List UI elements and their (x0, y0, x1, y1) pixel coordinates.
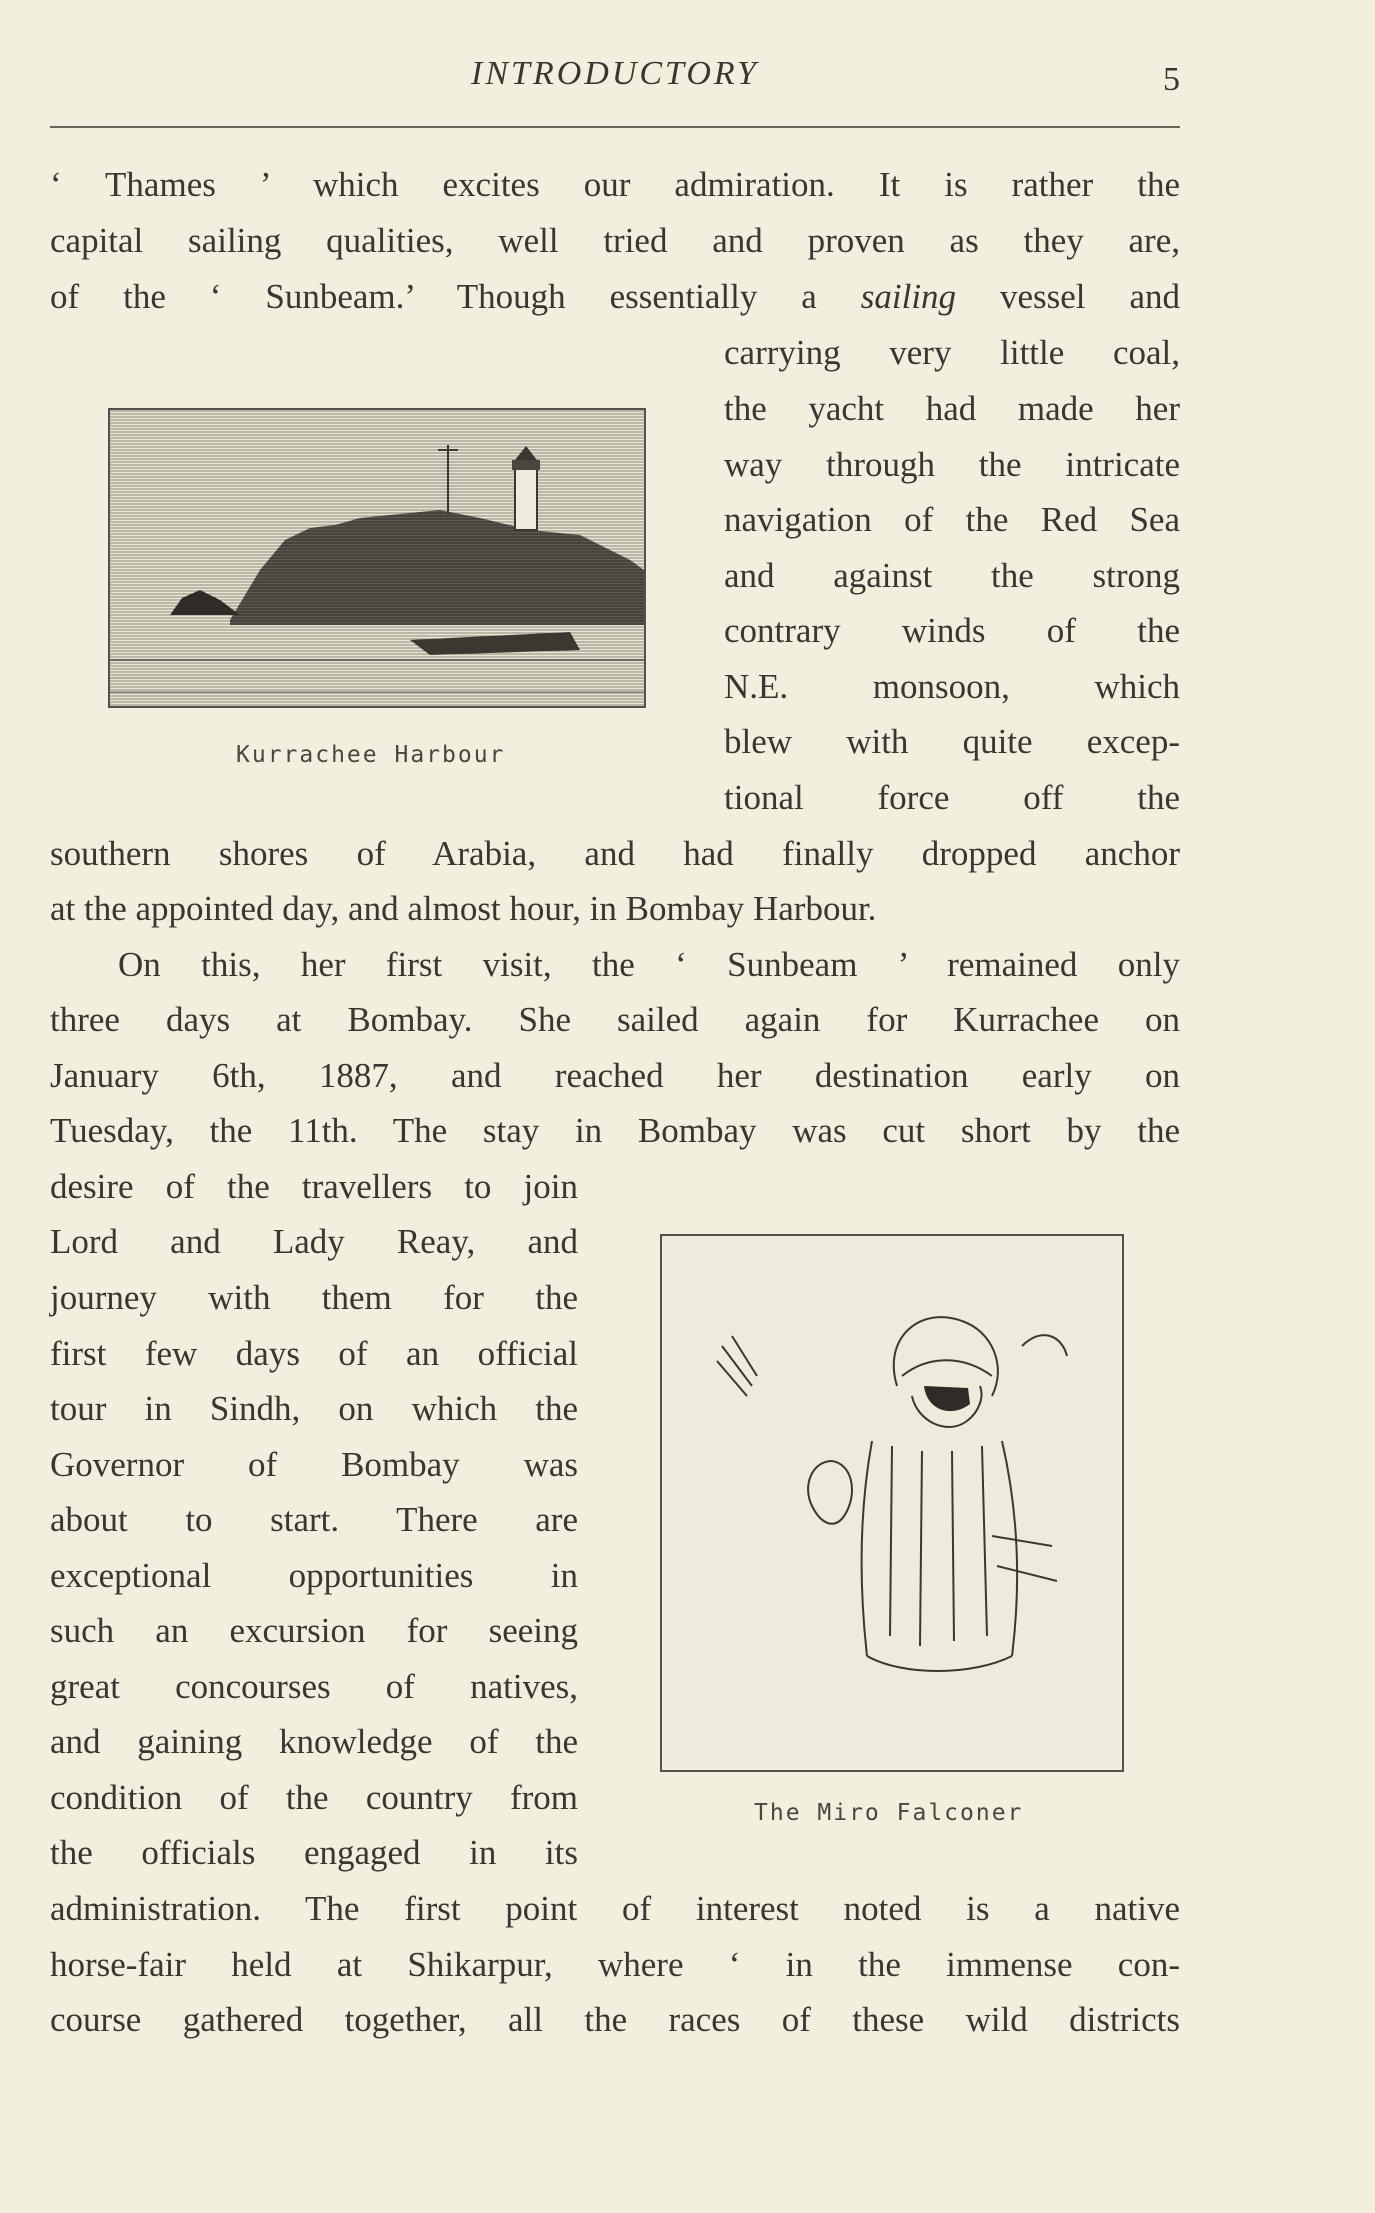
falconer-sketch (662, 1236, 1122, 1770)
text-line: January 6th, 1887, and reached her destination early on (50, 1056, 1180, 1095)
text-line: blew with quite excep- (724, 722, 1180, 761)
text-segment: of the ‘ Sunbeam.’ Though essentially a (50, 277, 817, 316)
miro-falconer-illustration (660, 1234, 1124, 1772)
text-segment: vessel and (1000, 277, 1181, 316)
text-line: tional force off the (724, 778, 1180, 817)
page-number: 5 (1163, 61, 1180, 98)
text-line: Tuesday, the 11th. The stay in Bombay was cut short by the (50, 1111, 1180, 1150)
harbour-engraving (110, 410, 644, 706)
text-line: journey with them for the (50, 1278, 578, 1317)
text-line: the yacht had made her (724, 389, 1180, 428)
text-line: carrying very little coal, (724, 333, 1180, 372)
text-line: desire of the travellers to join (50, 1167, 578, 1206)
text-line: N.E. monsoon, which (724, 667, 1180, 706)
figure-caption-falconer: The Miro Falconer (754, 1800, 1024, 1826)
text-line: at the appointed day, and almost hour, in Bombay Harbour. (50, 889, 877, 928)
text-line: Lord and Lady Reay, and (50, 1222, 578, 1261)
text-line: course gathered together, all the races of these wild districts (50, 2000, 1180, 2039)
text-line: Governor of Bombay was (50, 1445, 578, 1484)
running-head (50, 55, 1180, 125)
text-line: and against the strong (724, 556, 1180, 595)
text-line: and gaining knowledge of the (50, 1722, 578, 1761)
text-line: southern shores of Arabia, and had finally dropped anchor (50, 834, 1180, 873)
text-line: condition of the country from (50, 1778, 578, 1817)
text-line: tour in Sindh, on which the (50, 1389, 578, 1428)
kurrachee-harbour-illustration (108, 408, 646, 708)
text-line: capital sailing qualities, well tried and proven as they are, (50, 221, 1180, 260)
text-line: exceptional opportunities in (50, 1556, 578, 1595)
text-line: On this, her first visit, the ‘ Sunbeam ’ remained only (118, 945, 1180, 984)
text-line (50, 269, 1180, 325)
text-line: first few days of an official (50, 1334, 578, 1373)
italic-word: sailing (860, 277, 957, 316)
text-line: the officials engaged in its (50, 1833, 578, 1872)
text-line: navigation of the Red Sea (724, 500, 1180, 539)
text-line: such an excursion for seeing (50, 1611, 578, 1650)
running-title: INTRODUCTORY (471, 55, 759, 92)
text-line: three days at Bombay. She sailed again for Kurrachee on (50, 1000, 1180, 1039)
text-line: great concourses of natives, (50, 1667, 578, 1706)
text-line: contrary winds of the (724, 611, 1180, 650)
text-line: horse-fair held at Shikarpur, where ‘ in the immense con- (50, 1945, 1180, 1984)
figure-caption-harbour: Kurrachee Harbour (236, 742, 506, 768)
text-line: way through the intricate (724, 445, 1180, 484)
header-rule (50, 126, 1180, 128)
text-line: ‘ Thames ’ which excites our admiration. It is rather the (50, 165, 1180, 204)
text-line: administration. The first point of interest noted is a native (50, 1889, 1180, 1928)
text-line: about to start. There are (50, 1500, 578, 1539)
